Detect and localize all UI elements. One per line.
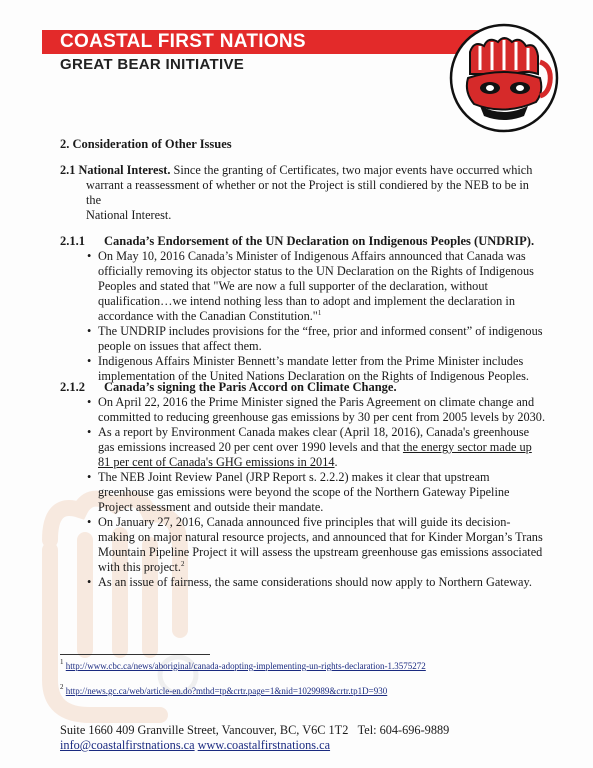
footer-tel: Tel: 604-696-9889 [357, 723, 450, 737]
footnote-divider [60, 654, 210, 655]
national-interest-line: warrant a reassessment of whether or not the Project is still condiered by the NEB to be in the [86, 178, 529, 207]
bullet-line: qualification…we intend nothing less than to adopt and implement the declaration in [98, 294, 515, 308]
list-item [60, 575, 550, 590]
list-item [60, 425, 550, 470]
bullet-icon: • [87, 575, 92, 589]
bullet-icon: • [87, 324, 92, 338]
section-number: 2.1.1 [60, 234, 85, 248]
national-interest-paragraph [60, 163, 546, 223]
list-item [60, 395, 550, 425]
bullet-line: implementation of the United Nations Declaration on the Rights of Indigenous Peoples. [98, 369, 529, 383]
footnote-link[interactable]: http://news.gc.ca/web/article-en.do?mthd=tp&crtr.page=1&nid=1029989&crtr.tp1D=930 [65, 686, 388, 696]
list-item [60, 515, 550, 575]
bullet-icon: • [87, 425, 92, 439]
bullet-line: On May 10, 2016 Canada’s Minister of Indigenous Affairs announced that Canada was [98, 249, 526, 263]
footnote-number: 2 [60, 683, 64, 691]
bullet-line: Mountain Pipeline Project it will assess the upstream greenhouse gas emissions associated [98, 545, 543, 559]
underlined-text: the energy sector made up [402, 440, 532, 454]
section-paris-accord [60, 380, 550, 590]
formline-bear-head-logo-icon [440, 22, 566, 134]
bullet-icon: • [87, 249, 92, 263]
org-name: COASTAL FIRST NATIONS [60, 31, 306, 52]
bullet-line: greenhouse gas emissions were beyond the scope of the Northern Gateway Pipeline [98, 485, 510, 499]
bullet-icon: • [87, 515, 92, 529]
bullet-line: Peoples and stated that "We are now a full supporter of the declaration, without [98, 279, 488, 293]
bullet-tail: . [334, 455, 338, 469]
bullet-icon: • [87, 354, 92, 368]
footer-website-link[interactable]: www.coastalfirstnations.ca [197, 738, 331, 752]
section-heading: 2. Consideration of Other Issues [60, 137, 232, 151]
list-item [60, 470, 550, 515]
bullet-icon: • [87, 470, 92, 484]
bullet-line: The UNDRIP includes provisions for the “free, prior and informed consent” of indigenous [98, 324, 543, 338]
bullet-line: Indigenous Affairs Minister Bennett’s mandate letter from the Prime Minister includes [98, 354, 524, 368]
bullet-line: On April 22, 2016 the Prime Minister signed the Paris Agreement on climate change and [98, 395, 535, 409]
national-interest-line: Since the granting of Certificates, two major events have occurred which [170, 163, 533, 177]
footnote-ref[interactable]: 1 [317, 309, 322, 317]
footnote-2 [60, 683, 388, 696]
footer-email-link[interactable]: info@coastalfirstnations.ca [60, 738, 195, 752]
bullet-line: On January 27, 2016, Canada announced five principles that will guide its decision- [98, 515, 511, 529]
footnote-number: 1 [60, 658, 64, 666]
section-number: 2.1.2 [60, 380, 85, 394]
bullet-line: with this project. [98, 560, 181, 574]
bullet-line: The NEB Joint Review Panel (JRP Report s. 2.2.2) makes it clear that upstream [98, 470, 490, 484]
bullet-line: Project assessment and outside their mandate. [98, 500, 324, 514]
footnote-link[interactable]: http://www.cbc.ca/news/aboriginal/canada-adopting-implementing-un-rights-declaration-1.3575272 [65, 661, 426, 671]
bullet-icon: • [87, 395, 92, 409]
national-interest-line: National Interest. [86, 208, 172, 222]
section-title-text: Canada’s Endorsement of the UN Declaration on Indigenous Peoples (UNDRIP). [104, 234, 535, 248]
underlined-text: 81 per cent of Canada's GHG emissions in 2014 [98, 455, 335, 469]
bullet-line: As an issue of fairness, the same considerations should now apply to Northern Gateway. [98, 575, 532, 589]
bullet-line: officially removing its objector status to the UN Declaration on the Rights of Indigenous [98, 264, 534, 278]
list-item [60, 249, 550, 324]
bullet-line: accordance with the Canadian Constitution." [98, 309, 318, 323]
section-title-text: Canada’s signing the Paris Accord on Climate Change. [104, 380, 397, 394]
bullet-line: committed to reducing greenhouse gas emissions by 30 per cent from 2005 levels by 2030. [98, 410, 546, 424]
bullet-line: making on major natural resource projects, and announced that for Kinder Morgan’s Trans [98, 530, 543, 544]
national-interest-label: 2.1 National Interest. [60, 163, 171, 177]
footer-address: Suite 1660 409 Granville Street, Vancouver, BC, V6C 1T2 [60, 723, 349, 737]
section-undrip [60, 234, 550, 384]
footnote-ref[interactable]: 2 [181, 560, 185, 568]
footer [60, 723, 449, 753]
bullet-line: gas emissions increased 20 per cent over 1990 levels and that [98, 440, 403, 454]
section-title [60, 234, 550, 249]
bullet-line: people on issues that affect them. [98, 339, 262, 353]
bullet-line: As a report by Environment Canada makes clear (April 18, 2016), Canada's greenhouse [98, 425, 530, 439]
section-title [60, 380, 550, 395]
list-item [60, 324, 550, 354]
footnote-1 [60, 658, 426, 671]
org-subtitle: GREAT BEAR INITIATIVE [60, 56, 245, 73]
